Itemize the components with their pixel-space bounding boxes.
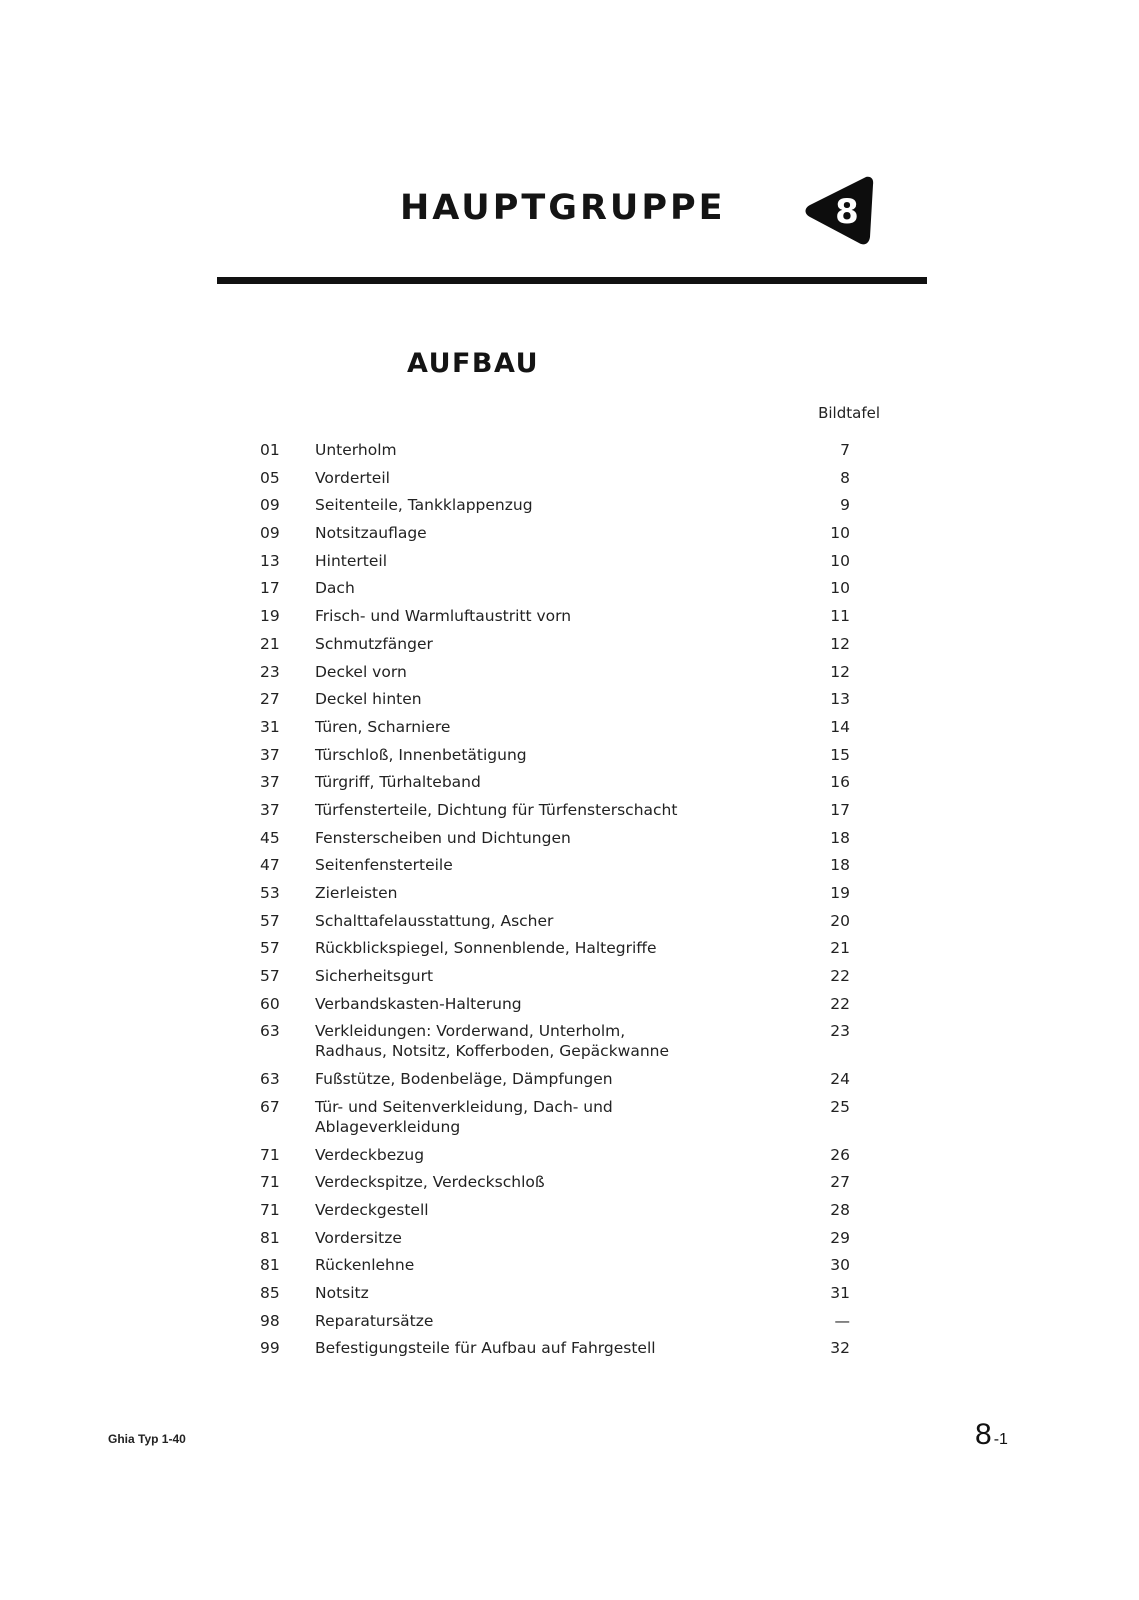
list-item	[255, 800, 885, 820]
list-item	[255, 1200, 885, 1220]
item-plate: 27	[830, 1173, 850, 1192]
contents-list	[255, 440, 885, 1366]
item-number: 17	[260, 579, 280, 598]
list-item	[255, 440, 885, 460]
list-item	[255, 855, 885, 875]
page-number-main: 8	[975, 1418, 992, 1451]
item-label: Verkleidungen: Vorderwand, Unterholm, Radhaus, Notsitz, Kofferboden, Gepäckwanne	[315, 1022, 670, 1061]
item-label: Schalttafelausstattung, Ascher	[315, 911, 554, 930]
item-number: 57	[260, 939, 280, 958]
item-number: 81	[260, 1228, 280, 1247]
list-item	[255, 495, 885, 515]
item-label: Türschloß, Innenbetätigung	[315, 745, 527, 764]
item-plate: 8	[840, 468, 850, 487]
item-label: Frisch- und Warmluftaustritt vorn	[315, 607, 572, 626]
section-title: AUFBAU	[407, 348, 540, 379]
item-label: Zierleisten	[315, 884, 398, 902]
page-number-sub: -1	[993, 1431, 1008, 1448]
item-number: 37	[260, 800, 280, 819]
item-label: Verdeckgestell	[315, 1200, 429, 1219]
item-label: Verdeckspitze, Verdeckschloß	[315, 1173, 545, 1192]
item-number: 63	[260, 1022, 280, 1041]
item-number: 53	[260, 884, 280, 902]
item-plate: 10	[830, 551, 850, 570]
list-item	[255, 966, 885, 986]
item-label: Deckel hinten	[315, 690, 422, 709]
item-label: Türgriff, Türhalteband	[315, 773, 481, 792]
item-number: 98	[260, 1311, 280, 1330]
item-label: Schmutzfänger	[315, 634, 433, 653]
item-number: 37	[260, 773, 280, 792]
item-label: Sicherheitsgurt	[315, 967, 434, 986]
item-plate: 11	[830, 607, 850, 626]
item-plate: 12	[830, 634, 850, 653]
item-plate: 29	[830, 1228, 850, 1247]
item-plate: —	[834, 1311, 850, 1330]
item-plate: 22	[830, 994, 850, 1013]
group-badge-icon	[804, 175, 874, 247]
item-plate: 13	[830, 690, 850, 709]
list-item	[255, 772, 885, 792]
item-plate: 18	[830, 856, 850, 875]
item-plate: 30	[830, 1256, 850, 1275]
header-divider	[217, 277, 927, 284]
list-item	[255, 662, 885, 682]
page-title: HAUPTGRUPPE	[400, 188, 726, 228]
list-item	[255, 883, 885, 903]
item-number: 81	[260, 1256, 280, 1275]
item-number: 37	[260, 745, 280, 764]
item-plate: 17	[830, 800, 850, 819]
list-item	[255, 1228, 885, 1248]
item-plate: 10	[830, 524, 850, 543]
item-number: 57	[260, 967, 280, 986]
item-number: 09	[260, 496, 280, 515]
item-number: 19	[260, 607, 280, 626]
item-number: 13	[260, 551, 280, 570]
item-number: 01	[260, 441, 280, 459]
list-item	[255, 1172, 885, 1192]
page-number	[975, 1418, 1008, 1452]
item-number: 31	[260, 717, 280, 736]
item-plate: 25	[830, 1097, 850, 1116]
list-item	[255, 689, 885, 709]
item-plate: 9	[840, 496, 850, 515]
item-plate: 22	[830, 967, 850, 986]
list-item	[255, 1145, 885, 1165]
item-label: Notsitzauflage	[315, 524, 427, 543]
footer-model: Ghia Typ 1-40	[108, 1432, 186, 1446]
list-item	[255, 468, 885, 488]
item-label: Rückblickspiegel, Sonnenblende, Haltegriffe	[315, 939, 657, 958]
list-item	[255, 745, 885, 765]
item-plate: 31	[830, 1283, 850, 1302]
item-plate: 18	[830, 828, 850, 847]
list-item	[255, 1283, 885, 1303]
item-label: Tür- und Seitenverkleidung, Dach- und Ablageverkleidung	[315, 1097, 613, 1136]
item-number: 05	[260, 468, 280, 487]
list-item	[255, 1338, 885, 1358]
item-number: 47	[260, 856, 280, 875]
item-label: Dach	[315, 579, 355, 598]
item-label: Vorderteil	[315, 468, 390, 487]
item-plate: 7	[840, 441, 850, 459]
item-number: 23	[260, 662, 280, 681]
item-plate: 20	[830, 911, 850, 930]
item-plate: 23	[830, 1022, 850, 1041]
item-number: 71	[260, 1200, 280, 1219]
list-item	[255, 1021, 885, 1061]
item-plate: 12	[830, 662, 850, 681]
item-number: 21	[260, 634, 280, 653]
list-item	[255, 606, 885, 626]
item-label: Notsitz	[315, 1283, 369, 1302]
item-label: Fensterscheiben und Dichtungen	[315, 828, 571, 847]
item-plate: 10	[830, 579, 850, 598]
list-item	[255, 911, 885, 931]
item-plate: 26	[830, 1145, 850, 1164]
item-plate: 14	[830, 717, 850, 736]
list-item	[255, 1311, 885, 1331]
item-number: 60	[260, 994, 280, 1013]
item-label: Befestigungsteile für Aufbau auf Fahrgestell	[315, 1339, 656, 1358]
list-item	[255, 938, 885, 958]
list-item	[255, 551, 885, 571]
item-number: 99	[260, 1339, 280, 1358]
item-number: 27	[260, 690, 280, 709]
item-number: 45	[260, 828, 280, 847]
list-item	[255, 578, 885, 598]
item-plate: 32	[830, 1339, 850, 1358]
list-item	[255, 634, 885, 654]
item-plate: 16	[830, 773, 850, 792]
item-label: Rückenlehne	[315, 1256, 415, 1275]
list-item	[255, 1069, 885, 1089]
item-plate: 21	[830, 939, 850, 958]
item-label: Türen, Scharniere	[315, 717, 451, 736]
item-label: Verbandskasten-Halterung	[315, 994, 522, 1013]
item-label: Unterholm	[315, 441, 397, 459]
item-label: Vordersitze	[315, 1228, 402, 1247]
item-label: Reparatursätze	[315, 1311, 434, 1330]
item-label: Fußstütze, Bodenbeläge, Dämpfungen	[315, 1070, 613, 1089]
item-number: 71	[260, 1173, 280, 1192]
item-plate: 15	[830, 745, 850, 764]
item-number: 09	[260, 524, 280, 543]
item-label: Seitenteile, Tankklappenzug	[315, 496, 533, 515]
item-label: Seitenfensterteile	[315, 856, 453, 875]
item-number: 57	[260, 911, 280, 930]
item-label: Verdeckbezug	[315, 1145, 425, 1164]
item-plate: 19	[830, 884, 850, 902]
list-item	[255, 717, 885, 737]
list-item	[255, 828, 885, 848]
list-item	[255, 1255, 885, 1275]
item-label: Türfensterteile, Dichtung für Türfensterschacht	[315, 800, 678, 819]
group-badge-number: 8	[835, 192, 859, 232]
item-number: 85	[260, 1283, 280, 1302]
item-label: Deckel vorn	[315, 662, 407, 681]
list-item	[255, 523, 885, 543]
list-item	[255, 1097, 885, 1137]
item-plate: 24	[830, 1070, 850, 1089]
column-header-bildtafel: Bildtafel	[818, 404, 880, 422]
item-label: Hinterteil	[315, 551, 387, 570]
item-number: 71	[260, 1145, 280, 1164]
item-plate: 28	[830, 1200, 850, 1219]
list-item	[255, 994, 885, 1014]
item-number: 67	[260, 1097, 280, 1116]
item-number: 63	[260, 1070, 280, 1089]
